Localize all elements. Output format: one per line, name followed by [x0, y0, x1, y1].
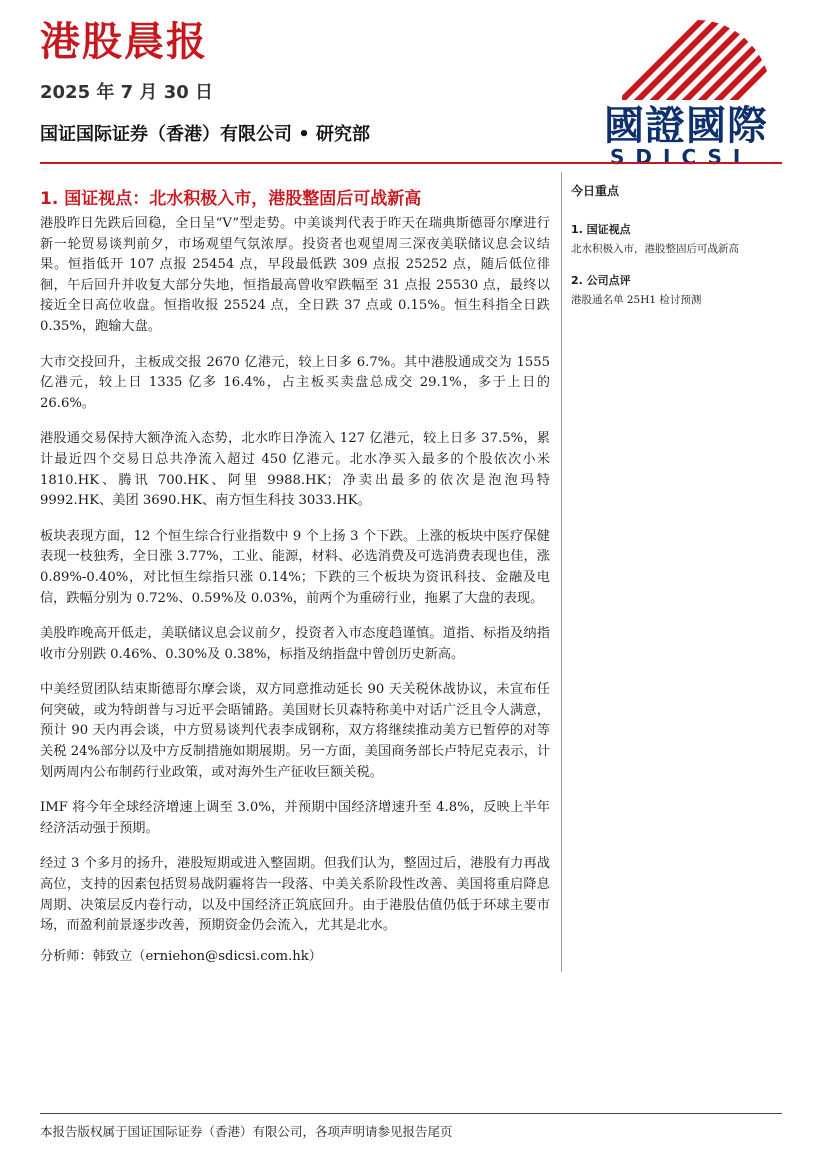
paragraph-northbound: 港股通交易保持大额净流入态势，北水昨日净流入 127 亿港元，较上日多 37.5%，累计最近四个交易日总共净流入超过 450 亿港元。北水净买入最多的个股依次小米 1810.HK、腾讯 700.HK、阿里 9988.HK；净卖出最多的依次是泡泡玛特 9992.HK、美团 3690.HK、南方恒生科技 3033.HK。 [40, 431, 550, 509]
logo-english-name: SDICSI [610, 145, 752, 169]
paragraph-sectors: 板块表现方面，12 个恒生综合行业指数中 9 个上扬 3 个下跌。上涨的板块中医疗保健表现一枝独秀，全日涨 3.77%，工业、能源，材料、必选消费及可选消费表现也佳，涨 0.89%-0.40%，对比恒生综指只涨 0.14%；下跌的三个板块为资讯科技、金融及电信，跌幅分别为 0.72%、0.59%及 0.03%，前两个为重磅行业，拖累了大盘的表现。 [40, 528, 550, 606]
paragraph-turnover: 大市交投回升，主板成交报 2670 亿港元，较上日多 6.7%。其中港股通成交为 1555 亿港元，较上日 1335 亿多 16.4%，占主板买卖盘总成交 29.1%，多于上日的 26.6%。 [40, 354, 550, 411]
header-divider [40, 162, 782, 164]
column-divider [561, 172, 562, 972]
paragraph-outlook: 经过 3 个多月的扬升，港股短期或进入整固期。但我们认为，整固过后，港股有力再战高位，支持的因素包括贸易战阴霾将告一段落、中美关系阶段性改善、美国将重启降息周期、决策层反内卷行动，以及中国经济正筑底回升。由于港股估值仍低于环球主要市场，而盈利前景逐步改善，预期资金仍会流入，尤其是北水。 [40, 856, 550, 934]
company-name: 国证国际证券（香港）有限公司 • 研究部 [40, 124, 371, 145]
report-date: 2025 年 7 月 30 日 [40, 82, 214, 103]
paragraph-market-summary: 港股昨日先跌后回稳，全日呈“V”型走势。中美谈判代表于昨天在瑞典斯德哥尔摩进行新一轮贸易谈判前夕，市场观望气氛浓厚。投资者也观望周三深夜美联储议息会议结果。恒指低开 107 点报 25454 点，早段最低跌 309 点报 25252 点，随后低位徘徊，午后回升并收复大部分失地，恒指最高曾收窄跌幅至 31 点报 25530 点，最终以接近全日高位收盘。恒指收报 25524 点，全日跌 37 点或 0.15%。恒生科指全日跌 0.35%，跑输大盘。 [40, 216, 550, 334]
main-column [40, 214, 550, 952]
logo-chinese-name: 國證國際 [604, 103, 768, 149]
sidebar-item-heading: 2. 公司点评 [571, 274, 631, 287]
sidebar-item-heading: 1. 国证视点 [571, 223, 631, 236]
paragraph-trade-talks: 中美经贸团队结束斯德哥尔摩会谈，双方同意推动延长 90 天关税休战协议，未宣布任何突破，或为特朗普与习近平会晤铺路。美国财长贝森特称美中对话广泛且令人满意，预计 90 天内再会谈，中方贸易谈判代表李成钢称，双方将继续推动美方已暂停的对等关税 24%部分以及中方反制措施如期展期。另一方面，美国商务部长卢特尼克表示，计划两周内公布制药行业政策，或对海外生产征收巨额关税。 [40, 682, 550, 780]
logo-stripes-icon [622, 10, 772, 100]
paragraph-imf: IMF 将今年全球经济增速上调至 3.0%，并预期中国经济增速升至 4.8%，反映上半年经济活动强于预期。 [40, 800, 550, 836]
section-heading: 1. 国证视点：北水积极入市，港股整固后可战新高 [40, 189, 422, 209]
sidebar-item-text: 港股通名单 25H1 检讨预测 [571, 294, 702, 306]
footer-disclaimer: 本报告版权属于国证国际证券（香港）有限公司，各项声明请参见报告尾页 [40, 1124, 453, 1139]
analyst-line: 分析师：韩致立（erniehon@sdicsi.com.hk） [40, 949, 322, 964]
sidebar-title: 今日重点 [571, 184, 620, 198]
footer-divider [40, 1113, 782, 1114]
report-title: 港股晨报 [40, 19, 208, 65]
paragraph-us-stocks: 美股昨晚高开低走，美联储议息会议前夕，投资者入市态度趋谨慎。道指、标指及纳指收市分别跌 0.46%、0.30%及 0.38%，标指及纳指盘中曾创历史新高。 [40, 626, 550, 662]
sidebar-item-text: 北水积极入市，港股整固后可战新高 [571, 243, 739, 255]
sidebar-highlights [571, 182, 783, 323]
